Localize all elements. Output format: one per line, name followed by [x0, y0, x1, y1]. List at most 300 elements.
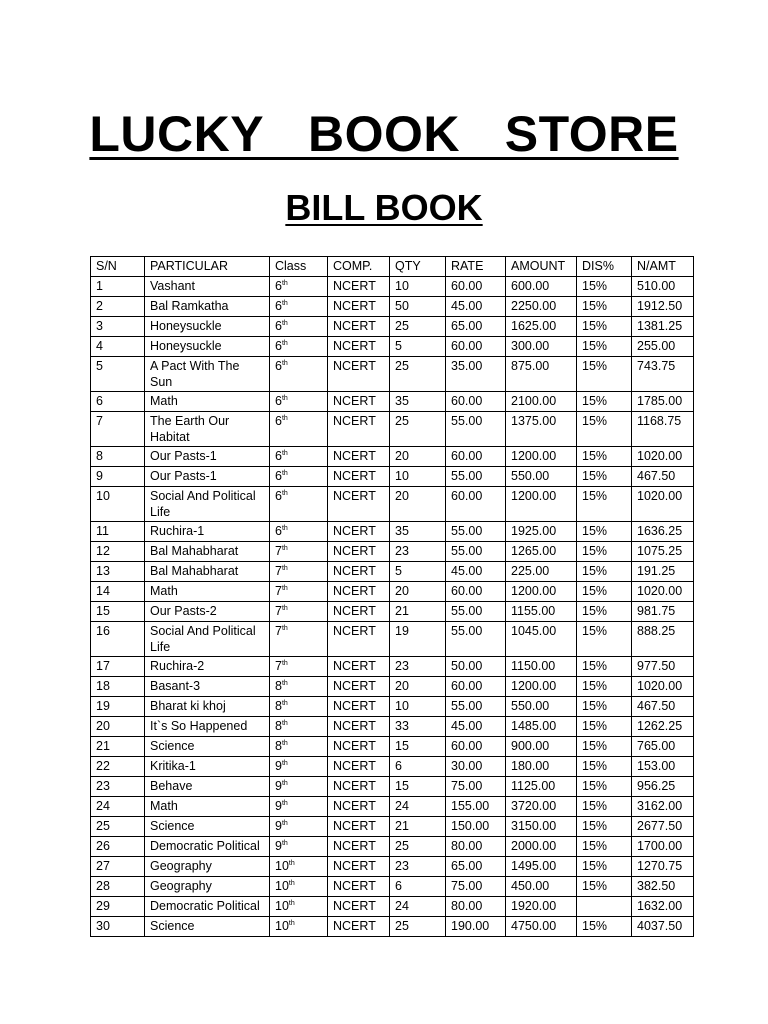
- amount-cell: 180.00: [506, 757, 577, 777]
- rate-cell: 30.00: [446, 757, 506, 777]
- sn-cell: 5: [91, 357, 145, 392]
- qty-cell: 6: [390, 877, 446, 897]
- sn-cell: 12: [91, 542, 145, 562]
- particular-cell: Honeysuckle: [145, 317, 270, 337]
- discount-cell: 15%: [577, 677, 632, 697]
- amount-cell: 1375.00: [506, 412, 577, 447]
- table-row: [91, 582, 694, 602]
- amount-cell: 225.00: [506, 562, 577, 582]
- qty-cell: 23: [390, 857, 446, 877]
- class-suffix: th: [281, 339, 288, 347]
- discount-cell: 15%: [577, 412, 632, 447]
- class-cell: [270, 877, 328, 897]
- amount-cell: 1150.00: [506, 657, 577, 677]
- discount-cell: 15%: [577, 522, 632, 542]
- discount-cell: 15%: [577, 777, 632, 797]
- table-row: [91, 877, 694, 897]
- qty-cell: 25: [390, 317, 446, 337]
- discount-cell: 15%: [577, 817, 632, 837]
- comp-cell: NCERT: [328, 337, 390, 357]
- net-amount-cell: 1270.75: [632, 857, 694, 877]
- comp-cell: NCERT: [328, 657, 390, 677]
- rate-cell: 75.00: [446, 777, 506, 797]
- net-amount-cell: 1020.00: [632, 677, 694, 697]
- sn-cell: 10: [91, 487, 145, 522]
- particular-cell: Democratic Political: [145, 897, 270, 917]
- class-number: 6: [275, 524, 282, 538]
- class-suffix: th: [288, 859, 295, 867]
- amount-cell: 2250.00: [506, 297, 577, 317]
- net-amount-cell: 382.50: [632, 877, 694, 897]
- comp-cell: NCERT: [328, 777, 390, 797]
- net-amount-cell: 1632.00: [632, 897, 694, 917]
- column-header: RATE: [446, 257, 506, 277]
- class-suffix: th: [281, 739, 288, 747]
- discount-cell: 15%: [577, 467, 632, 487]
- amount-cell: 550.00: [506, 467, 577, 487]
- class-suffix: th: [281, 299, 288, 307]
- particular-cell: Math: [145, 797, 270, 817]
- class-cell: [270, 357, 328, 392]
- particular-cell: Our Pasts-1: [145, 447, 270, 467]
- sn-cell: 1: [91, 277, 145, 297]
- sn-cell: 21: [91, 737, 145, 757]
- class-number: 6: [275, 339, 282, 353]
- class-cell: [270, 447, 328, 467]
- particular-cell: Social And Political Life: [145, 622, 270, 657]
- comp-cell: NCERT: [328, 857, 390, 877]
- discount-cell: 15%: [577, 757, 632, 777]
- class-suffix: th: [281, 659, 288, 667]
- class-number: 6: [275, 359, 282, 373]
- discount-cell: 15%: [577, 487, 632, 522]
- amount-cell: 1200.00: [506, 677, 577, 697]
- net-amount-cell: 765.00: [632, 737, 694, 757]
- table-row: [91, 277, 694, 297]
- amount-cell: 1155.00: [506, 602, 577, 622]
- rate-cell: 50.00: [446, 657, 506, 677]
- table-row: [91, 757, 694, 777]
- comp-cell: NCERT: [328, 487, 390, 522]
- net-amount-cell: 191.25: [632, 562, 694, 582]
- class-number: 8: [275, 679, 282, 693]
- particular-cell: Vashant: [145, 277, 270, 297]
- table-row: [91, 717, 694, 737]
- table-header-row: [91, 257, 694, 277]
- rate-cell: 45.00: [446, 562, 506, 582]
- rate-cell: 150.00: [446, 817, 506, 837]
- bill-table-body: [91, 277, 694, 937]
- class-cell: [270, 337, 328, 357]
- class-cell: [270, 737, 328, 757]
- class-cell: [270, 917, 328, 937]
- particular-cell: Science: [145, 917, 270, 937]
- amount-cell: 1125.00: [506, 777, 577, 797]
- qty-cell: 10: [390, 467, 446, 487]
- net-amount-cell: 981.75: [632, 602, 694, 622]
- class-number: 10: [275, 859, 289, 873]
- rate-cell: 55.00: [446, 602, 506, 622]
- amount-cell: 1265.00: [506, 542, 577, 562]
- column-header: QTY: [390, 257, 446, 277]
- net-amount-cell: 1075.25: [632, 542, 694, 562]
- sn-cell: 3: [91, 317, 145, 337]
- net-amount-cell: 2677.50: [632, 817, 694, 837]
- class-number: 8: [275, 719, 282, 733]
- class-number: 6: [275, 299, 282, 313]
- class-suffix: th: [281, 819, 288, 827]
- net-amount-cell: 255.00: [632, 337, 694, 357]
- rate-cell: 190.00: [446, 917, 506, 937]
- table-row: [91, 562, 694, 582]
- class-cell: [270, 277, 328, 297]
- rate-cell: 80.00: [446, 897, 506, 917]
- comp-cell: NCERT: [328, 917, 390, 937]
- discount-cell: 15%: [577, 317, 632, 337]
- qty-cell: 24: [390, 797, 446, 817]
- sn-cell: 22: [91, 757, 145, 777]
- particular-cell: Behave: [145, 777, 270, 797]
- qty-cell: 19: [390, 622, 446, 657]
- table-row: [91, 622, 694, 657]
- comp-cell: NCERT: [328, 837, 390, 857]
- rate-cell: 60.00: [446, 392, 506, 412]
- qty-cell: 15: [390, 737, 446, 757]
- discount-cell: 15%: [577, 717, 632, 737]
- particular-cell: Ruchira-1: [145, 522, 270, 542]
- net-amount-cell: 1785.00: [632, 392, 694, 412]
- rate-cell: 60.00: [446, 737, 506, 757]
- amount-cell: 600.00: [506, 277, 577, 297]
- store-title: LUCKY BOOK STORE: [89, 106, 679, 162]
- comp-cell: NCERT: [328, 447, 390, 467]
- rate-cell: 155.00: [446, 797, 506, 817]
- particular-cell: Math: [145, 392, 270, 412]
- comp-cell: NCERT: [328, 357, 390, 392]
- qty-cell: 21: [390, 602, 446, 622]
- class-suffix: th: [281, 489, 288, 497]
- class-number: 7: [275, 624, 282, 638]
- sn-cell: 2: [91, 297, 145, 317]
- table-row: [91, 297, 694, 317]
- comp-cell: NCERT: [328, 602, 390, 622]
- column-header: S/N: [91, 257, 145, 277]
- particular-cell: A Pact With The Sun: [145, 357, 270, 392]
- class-cell: [270, 522, 328, 542]
- qty-cell: 15: [390, 777, 446, 797]
- qty-cell: 6: [390, 757, 446, 777]
- qty-cell: 25: [390, 917, 446, 937]
- table-row: [91, 737, 694, 757]
- rate-cell: 55.00: [446, 542, 506, 562]
- sn-cell: 28: [91, 877, 145, 897]
- sn-cell: 24: [91, 797, 145, 817]
- table-row: [91, 317, 694, 337]
- rate-cell: 75.00: [446, 877, 506, 897]
- comp-cell: NCERT: [328, 717, 390, 737]
- class-suffix: th: [281, 524, 288, 532]
- qty-cell: 20: [390, 677, 446, 697]
- comp-cell: NCERT: [328, 737, 390, 757]
- net-amount-cell: 1381.25: [632, 317, 694, 337]
- class-cell: [270, 677, 328, 697]
- qty-cell: 25: [390, 412, 446, 447]
- class-suffix: th: [288, 919, 295, 927]
- rate-cell: 55.00: [446, 412, 506, 447]
- sn-cell: 11: [91, 522, 145, 542]
- sn-cell: 7: [91, 412, 145, 447]
- sn-cell: 8: [91, 447, 145, 467]
- rate-cell: 60.00: [446, 677, 506, 697]
- bill-book-subtitle: BILL BOOK: [285, 187, 483, 228]
- amount-cell: 1200.00: [506, 487, 577, 522]
- class-suffix: th: [281, 584, 288, 592]
- net-amount-cell: 743.75: [632, 357, 694, 392]
- table-row: [91, 917, 694, 937]
- class-number: 8: [275, 739, 282, 753]
- table-row: [91, 542, 694, 562]
- amount-cell: 2100.00: [506, 392, 577, 412]
- qty-cell: 25: [390, 357, 446, 392]
- qty-cell: 25: [390, 837, 446, 857]
- class-number: 7: [275, 564, 282, 578]
- rate-cell: 65.00: [446, 857, 506, 877]
- comp-cell: NCERT: [328, 562, 390, 582]
- class-cell: [270, 392, 328, 412]
- class-cell: [270, 777, 328, 797]
- column-header: Class: [270, 257, 328, 277]
- particular-cell: Science: [145, 817, 270, 837]
- net-amount-cell: 153.00: [632, 757, 694, 777]
- discount-cell: 15%: [577, 837, 632, 857]
- bill-table: [90, 256, 694, 937]
- qty-cell: 5: [390, 337, 446, 357]
- sn-cell: 4: [91, 337, 145, 357]
- comp-cell: NCERT: [328, 757, 390, 777]
- rate-cell: 60.00: [446, 487, 506, 522]
- discount-cell: 15%: [577, 857, 632, 877]
- rate-cell: 80.00: [446, 837, 506, 857]
- class-number: 6: [275, 414, 282, 428]
- qty-cell: 23: [390, 657, 446, 677]
- class-suffix: th: [281, 319, 288, 327]
- qty-cell: 35: [390, 392, 446, 412]
- rate-cell: 60.00: [446, 447, 506, 467]
- rate-cell: 55.00: [446, 697, 506, 717]
- comp-cell: NCERT: [328, 817, 390, 837]
- discount-cell: 15%: [577, 562, 632, 582]
- class-cell: [270, 487, 328, 522]
- amount-cell: 1920.00: [506, 897, 577, 917]
- table-row: [91, 837, 694, 857]
- table-row: [91, 412, 694, 447]
- net-amount-cell: 467.50: [632, 467, 694, 487]
- net-amount-cell: 1168.75: [632, 412, 694, 447]
- qty-cell: 20: [390, 487, 446, 522]
- discount-cell: 15%: [577, 357, 632, 392]
- amount-cell: 1200.00: [506, 447, 577, 467]
- class-number: 7: [275, 544, 282, 558]
- class-number: 6: [275, 489, 282, 503]
- amount-cell: 1625.00: [506, 317, 577, 337]
- sn-cell: 17: [91, 657, 145, 677]
- comp-cell: NCERT: [328, 897, 390, 917]
- sn-cell: 15: [91, 602, 145, 622]
- qty-cell: 35: [390, 522, 446, 542]
- net-amount-cell: 1912.50: [632, 297, 694, 317]
- net-amount-cell: 1020.00: [632, 447, 694, 467]
- discount-cell: [577, 897, 632, 917]
- net-amount-cell: 1020.00: [632, 487, 694, 522]
- comp-cell: NCERT: [328, 622, 390, 657]
- class-suffix: th: [281, 394, 288, 402]
- comp-cell: NCERT: [328, 522, 390, 542]
- amount-cell: 2000.00: [506, 837, 577, 857]
- rate-cell: 35.00: [446, 357, 506, 392]
- qty-cell: 20: [390, 582, 446, 602]
- rate-cell: 55.00: [446, 622, 506, 657]
- amount-cell: 1495.00: [506, 857, 577, 877]
- net-amount-cell: 1700.00: [632, 837, 694, 857]
- table-row: [91, 357, 694, 392]
- net-amount-cell: 1020.00: [632, 582, 694, 602]
- table-row: [91, 697, 694, 717]
- class-suffix: th: [281, 414, 288, 422]
- class-suffix: th: [281, 469, 288, 477]
- class-suffix: th: [281, 719, 288, 727]
- comp-cell: NCERT: [328, 467, 390, 487]
- comp-cell: NCERT: [328, 542, 390, 562]
- particular-cell: Bharat ki khoj: [145, 697, 270, 717]
- class-cell: [270, 582, 328, 602]
- amount-cell: 1925.00: [506, 522, 577, 542]
- amount-cell: 1485.00: [506, 717, 577, 737]
- particular-cell: Social And Political Life: [145, 487, 270, 522]
- table-row: [91, 487, 694, 522]
- class-cell: [270, 817, 328, 837]
- particular-cell: Ruchira-2: [145, 657, 270, 677]
- comp-cell: NCERT: [328, 277, 390, 297]
- comp-cell: NCERT: [328, 582, 390, 602]
- sn-cell: 20: [91, 717, 145, 737]
- class-number: 7: [275, 659, 282, 673]
- particular-cell: Our Pasts-2: [145, 602, 270, 622]
- discount-cell: 15%: [577, 582, 632, 602]
- comp-cell: NCERT: [328, 412, 390, 447]
- class-suffix: th: [281, 699, 288, 707]
- class-number: 9: [275, 799, 282, 813]
- class-suffix: th: [281, 799, 288, 807]
- discount-cell: 15%: [577, 877, 632, 897]
- particular-cell: Science: [145, 737, 270, 757]
- class-cell: [270, 717, 328, 737]
- rate-cell: 60.00: [446, 582, 506, 602]
- class-suffix: th: [281, 624, 288, 632]
- discount-cell: 15%: [577, 337, 632, 357]
- rate-cell: 45.00: [446, 717, 506, 737]
- comp-cell: NCERT: [328, 797, 390, 817]
- sn-cell: 6: [91, 392, 145, 412]
- particular-cell: Bal Mahabharat: [145, 542, 270, 562]
- particular-cell: Bal Ramkatha: [145, 297, 270, 317]
- class-number: 6: [275, 449, 282, 463]
- sn-cell: 9: [91, 467, 145, 487]
- net-amount-cell: 467.50: [632, 697, 694, 717]
- amount-cell: 875.00: [506, 357, 577, 392]
- qty-cell: 5: [390, 562, 446, 582]
- sn-cell: 25: [91, 817, 145, 837]
- class-suffix: th: [281, 544, 288, 552]
- particular-cell: It`s So Happened: [145, 717, 270, 737]
- particular-cell: Math: [145, 582, 270, 602]
- amount-cell: 3150.00: [506, 817, 577, 837]
- comp-cell: NCERT: [328, 697, 390, 717]
- comp-cell: NCERT: [328, 877, 390, 897]
- table-row: [91, 467, 694, 487]
- class-cell: [270, 697, 328, 717]
- discount-cell: 15%: [577, 297, 632, 317]
- particular-cell: Geography: [145, 857, 270, 877]
- particular-cell: Honeysuckle: [145, 337, 270, 357]
- table-row: [91, 602, 694, 622]
- sn-cell: 14: [91, 582, 145, 602]
- particular-cell: Geography: [145, 877, 270, 897]
- discount-cell: 15%: [577, 542, 632, 562]
- class-suffix: th: [281, 779, 288, 787]
- column-header: PARTICULAR: [145, 257, 270, 277]
- net-amount-cell: 3162.00: [632, 797, 694, 817]
- net-amount-cell: 1636.25: [632, 522, 694, 542]
- class-suffix: th: [288, 899, 295, 907]
- amount-cell: 3720.00: [506, 797, 577, 817]
- amount-cell: 4750.00: [506, 917, 577, 937]
- class-cell: [270, 837, 328, 857]
- class-suffix: th: [281, 759, 288, 767]
- discount-cell: 15%: [577, 392, 632, 412]
- table-row: [91, 857, 694, 877]
- class-number: 6: [275, 394, 282, 408]
- discount-cell: 15%: [577, 797, 632, 817]
- discount-cell: 15%: [577, 657, 632, 677]
- class-cell: [270, 657, 328, 677]
- particular-cell: Basant-3: [145, 677, 270, 697]
- sn-cell: 23: [91, 777, 145, 797]
- net-amount-cell: 510.00: [632, 277, 694, 297]
- class-suffix: th: [281, 449, 288, 457]
- table-row: [91, 777, 694, 797]
- amount-cell: 1200.00: [506, 582, 577, 602]
- class-cell: [270, 622, 328, 657]
- qty-cell: 20: [390, 447, 446, 467]
- class-number: 9: [275, 819, 282, 833]
- amount-cell: 450.00: [506, 877, 577, 897]
- sn-cell: 18: [91, 677, 145, 697]
- column-header: N/AMT: [632, 257, 694, 277]
- rate-cell: 65.00: [446, 317, 506, 337]
- class-suffix: th: [281, 359, 288, 367]
- discount-cell: 15%: [577, 737, 632, 757]
- qty-cell: 50: [390, 297, 446, 317]
- net-amount-cell: 888.25: [632, 622, 694, 657]
- comp-cell: NCERT: [328, 392, 390, 412]
- discount-cell: 15%: [577, 277, 632, 297]
- qty-cell: 10: [390, 277, 446, 297]
- comp-cell: NCERT: [328, 317, 390, 337]
- qty-cell: 24: [390, 897, 446, 917]
- class-cell: [270, 412, 328, 447]
- net-amount-cell: 977.50: [632, 657, 694, 677]
- table-row: [91, 657, 694, 677]
